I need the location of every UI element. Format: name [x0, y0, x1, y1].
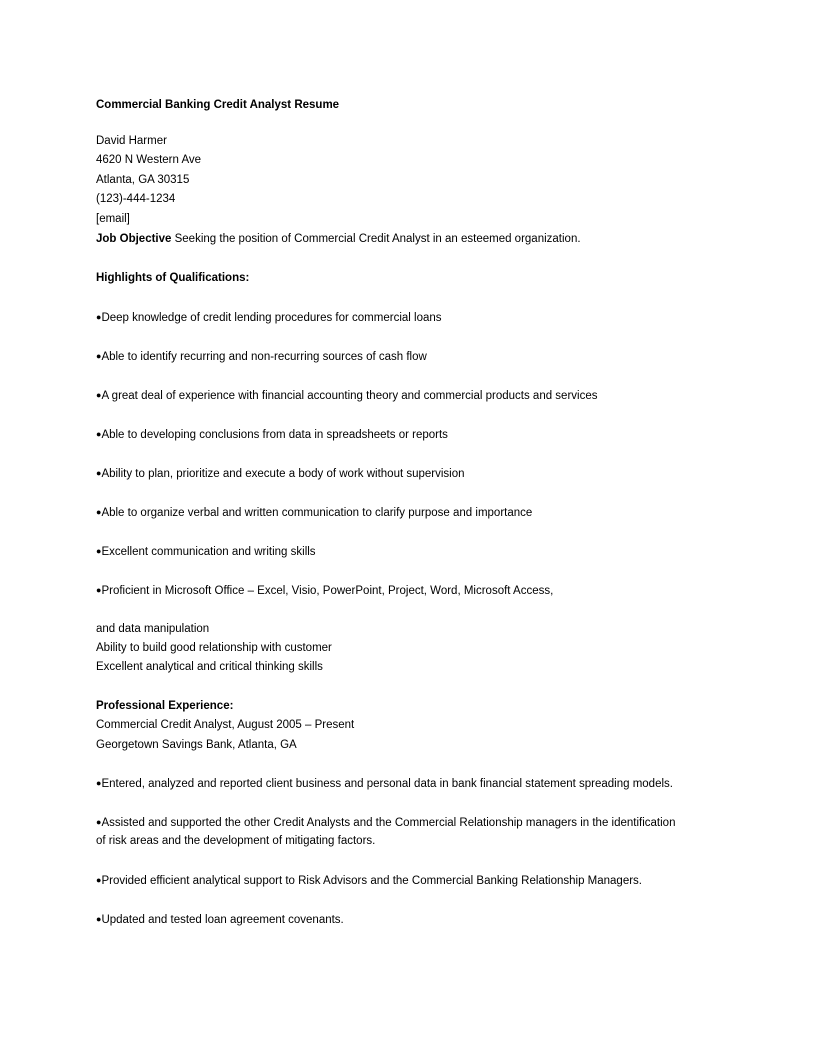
highlight-item: ●Proficient in Microsoft Office – Excel, Visio, PowerPoint, Project, Word, Microsoft Access, — [96, 585, 554, 597]
highlights-heading: Highlights of Qualifications: — [96, 272, 250, 284]
bullet-icon: ● — [96, 507, 102, 517]
duty-item-continuation: of risk areas and the development of mitigating factors. — [96, 835, 376, 847]
document-title: Commercial Banking Credit Analyst Resume — [96, 99, 340, 111]
experience-position: Commercial Credit Analyst, August 2005 – Present — [96, 719, 355, 731]
highlight-plain-line: and data manipulation — [96, 623, 210, 635]
contact-name: David Harmer — [96, 135, 167, 147]
bullet-icon: ● — [96, 585, 102, 595]
bullet-icon: ● — [96, 312, 102, 322]
bullet-icon: ● — [96, 351, 102, 361]
bullet-icon: ● — [96, 778, 102, 788]
bullet-icon: ● — [96, 875, 102, 885]
job-objective-label: Job Objective — [96, 233, 172, 245]
highlight-item: ●A great deal of experience with financial accounting theory and commercial products and services — [96, 390, 598, 402]
highlight-item: ●Ability to plan, prioritize and execute a body of work without supervision — [96, 468, 465, 480]
highlight-item: ●Able to organize verbal and written communication to clarify purpose and importance — [96, 507, 533, 519]
duty-item: ●Assisted and supported the other Credit Analysts and the Commercial Relationship managers in the identification — [96, 817, 676, 829]
experience-heading: Professional Experience: — [96, 700, 234, 712]
contact-email: [email] — [96, 213, 130, 225]
highlight-item: ●Able to identify recurring and non-recurring sources of cash flow — [96, 351, 427, 363]
bullet-icon: ● — [96, 468, 102, 478]
highlight-plain-line: Ability to build good relationship with customer — [96, 642, 332, 654]
duty-item: ●Updated and tested loan agreement covenants. — [96, 914, 344, 926]
job-objective — [96, 232, 581, 246]
bullet-icon: ● — [96, 429, 102, 439]
duty-item: ●Entered, analyzed and reported client business and personal data in bank financial statement spreading models. — [96, 778, 673, 790]
highlight-item: ●Deep knowledge of credit lending procedures for commercial loans — [96, 312, 442, 324]
bullet-icon: ● — [96, 914, 102, 924]
contact-phone: (123)-444-1234 — [96, 193, 176, 205]
highlight-item: ●Excellent communication and writing skills — [96, 546, 316, 558]
experience-employer: Georgetown Savings Bank, Atlanta, GA — [96, 739, 297, 751]
duty-item: ●Provided efficient analytical support to Risk Advisors and the Commercial Banking Relationship Managers. — [96, 875, 642, 887]
bullet-icon: ● — [96, 390, 102, 400]
highlight-item: ●Able to developing conclusions from data in spreadsheets or reports — [96, 429, 448, 441]
highlight-plain-line: Excellent analytical and critical thinking skills — [96, 661, 323, 673]
job-objective-text: Seeking the position of Commercial Credit Analyst in an esteemed organization. — [171, 233, 581, 245]
contact-street: 4620 N Western Ave — [96, 154, 202, 166]
contact-city: Atlanta, GA 30315 — [96, 174, 190, 186]
bullet-icon: ● — [96, 817, 102, 827]
bullet-icon: ● — [96, 546, 102, 556]
